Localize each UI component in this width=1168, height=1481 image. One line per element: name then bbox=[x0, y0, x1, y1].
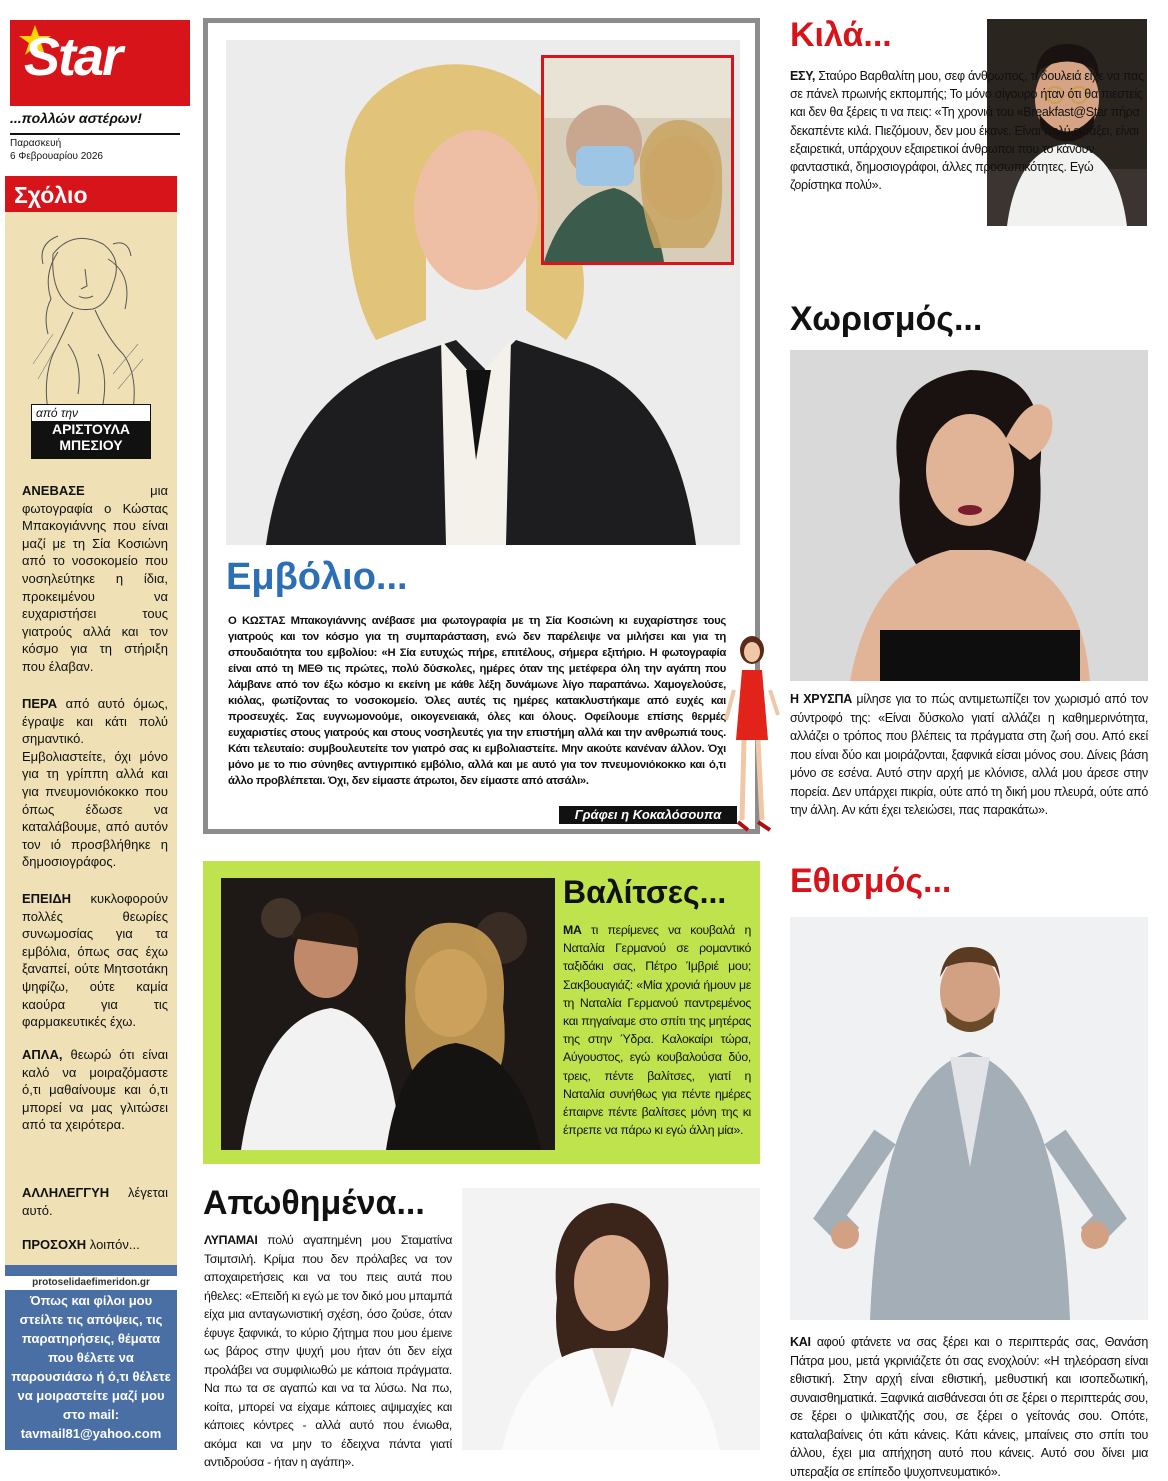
column-paragraph: ΠΡΟΣΟΧΗ λοιπόν... bbox=[22, 1237, 140, 1252]
issue-date bbox=[10, 133, 180, 163]
column-paragraph: ΠΕΡΑ από αυτό όμως, έγραψε και κάτι πολύ σημαντικό. Εμβολιαστείτε, όχι μόνο για τη γρίππη αλλά και για πνευμονιόκοκκο που όπως έδωσε να καταλάβουμε, από αυτόν τον ιό προσβλήθηκε η δημοσιογράφος. bbox=[22, 696, 168, 870]
kila-body: ΕΣΥ, Σταύρο Βαρθαλίτη μου, σεφ άνθρωπος, τι δουλειά είχε να πας σε πάνελ πρωινής εκπομπής; Το μόνο σίγουρο ήταν ότι θα πιεστείς και δεν θα ξέρεις τι να πεις: «Τη χρονιά του «Breakfast@Star πήρα δεκαπέντε κιλά. Πιεζόμουν, δεν μου έκανε. Είναι πολύ εντάξει, είναι εξαιρετικά, υπάρχουν εξαιρετικοί άνθρωποι που το κάνουν φανταστικά, δημοσιογράφοι, άλλες προσωπικότητες. Εγώ ζορίστηκα πολύ». bbox=[790, 69, 1144, 193]
apothimena-title: Απωθημένα... bbox=[203, 1184, 425, 1222]
slogan: ...πολλών αστέρων! bbox=[10, 110, 142, 126]
apothimena-body: ΛΥΠΑΜΑΙ πολύ αγαπημένη μου Σταματίνα Τσιμτσιλή. Κρίμα που δεν πρόλαβες να τον αποχαιρετήσεις και να του πεις αυτά που ήθελες: «Επειδή κι εγώ με τον δικό μου μπαμπά είχα μια ανταγωνιστική σχέση, όσο ζούσε, όταν έφυγε ξαφνικά, το κύριο ζήτημα που μου έμεινε ως βάρος στην ψυχή μου ήταν ότι δεν είχα προλάβει να συμφιλιωθώ με κάποια πράγματα. Να πω τα σε αγαπώ και να τα λύσω. Να πω, κοίτα, μπορεί να είχαμε κάποιες αψιμαχίες και κάποιες κόντρες - αλλά αυτό που ένιωθα, ακόμα και να μην το έδειχνα πάντα γιατί αντιδρούσα - ήταν η αγάπη». bbox=[204, 1233, 452, 1469]
xorismos-title: Χωρισμός... bbox=[790, 300, 983, 338]
contact-box bbox=[5, 1265, 177, 1450]
ethismos-body: ΚΑΙ αφού φτάνετε να σας ξέρει και ο περιπτεράς σας, Θανάση Πάτρα μου, μετά γκρινιάζετε ότι σας ενοχλούν: «Η τηλεόραση είναι εθιστική. Στην αρχή είναι εθιστική, μεθυστική και ισοπεδωτική, συναισθηματικά. Ξαφνικά αισθάνεσαι ότι σε ξέρει ο περιπτεράς σου, σε ξέρει ο ψιλικατζής σου, σε ξέρει ο γείτονάς σου. Οπότε, καταλαβαίνεις ότι κάτι κάνεις. Κάτι κάνεις, μπαίνεις στο σπίτι του άλλου, έχει μια απήχηση αυτό που κάνεις. Αυτό σου δίνει μια υπεραξία σε επίπεδο ψυχοπνευματικό». bbox=[790, 1335, 1148, 1479]
star-logo bbox=[10, 20, 190, 106]
column-paragraph: ΕΠΕΙΔΗ κυκλοφορούν πολλές θεωρίες συνωμοσίας για τα εμβόλια, όπως σας έχω ξαναπεί, ούτε Μητσοτάκη ψηφίζω, ούτε καμία καούρα για τις φαρμακευτικές έχω. bbox=[22, 891, 168, 1030]
valitses-title: Βαλίτσες... bbox=[563, 874, 727, 910]
singer-photo bbox=[790, 350, 1148, 681]
article-body: Ο ΚΩΣΤΑΣ Μπακογιάννης ανέβασε μια φωτογραφία με τη Σία Κοσιώνη κι ευχαρίστησε τους γιατρούς και τον κόσμο για τη συμπαράσταση, ενώ δεν παρέλειψε να μιλήσει και για τη σπουδαιότητα του εμβολίου: «Η Σία ευτυχώς πήρε, επιτέλους, σήμερα εξιτήριο. Η φωτογραφία είναι από τη ΜΕΘ τις πρώτες, πολύ δύσκολες, ημέρες όταν της μετέφερα όλη την αγάπη που λάμβανε από τον έξω κόσμο κι εκείνη με κάθε λέξη δυνάμωνε λίγο παραπάνω. Χαμογελούσε, κιόλας, φωτίζοντας το νοσοκομείο. Όλες αυτές τις ημέρες κατακλυστήκαμε από ευχές και προσευχές. Σας ευγνωμονούμε, οικογενειακά, όλες και όλους. Οφείλουμε επίσης θερμές ευχαριστίες στους γιατρούς και στους νοσηλευτές για την επιστήμη αλλά και την ανθρωπιά τους. Κάτι τελευταίο: συμβουλευτείτε τον γιατρό σας κι εμβολιαστείτε. Μην ακούτε κανέναν άλλον. Όχι μόνο με το πιο σύνηθες αντιγριπικό εμβόλιο, αλλά και με αυτό για τον πνευμονιόκοκκο και ό,τι άλλο προβλέπεται. Όχι, δεν είμαστε άτρωτοι, δεν είμαστε από ατσάλι». bbox=[228, 615, 726, 787]
byline-name: ΑΡΙΣΤΟΥΛΑ ΜΠΕΣΙΟΥ bbox=[51, 421, 131, 453]
ethismos-title: Εθισμός... bbox=[790, 862, 952, 900]
actor-photo bbox=[790, 917, 1148, 1320]
column-paragraph: ΑΝΕΒΑΣΕ μια φωτογραφία ο Κώστας Μπακογιάννης που είναι μαζί με τη Σία Κοσιώνη από το νοσοκομείο που νοσηλεύτηκε η ίδια, προκειμένου να ευχαριστήσει τους γιατρούς αλλά και τον κόσμο για τη στήριξη που έλαβαν. bbox=[22, 483, 168, 674]
column-paragraph: ΑΠΛΑ, θεωρώ ότι είναι καλό να μοιραζόμαστε ό,τι μαθαίνουμε και ό,τι μπορεί να μας γλιτώσει από τα χειρότερα. bbox=[22, 1047, 168, 1133]
byline-prefix: από την bbox=[32, 405, 150, 421]
author-signature: Γράφει η Κοκαλόσουπα bbox=[559, 806, 737, 824]
valitses-body: ΜΑ τι περίμενες να κουβαλά η Ναταλία Γερμανού σε ρομαντικό ταξιδάκι σας, Πέτρο Ίμβριέ μου; Σακβουαγιάζ: «Μία χρονιά ήμουν με τη Ναταλία Γερμανού παντρεμένος και πηγαίναμε στο σπίτι της μητέρας της στην Ύδρα. Καλοκαίρι τώρα, Αύγουστος, εγώ κουβαλούσα δύο, τρεις, πέντε βαλίτσες, γιατί η Ναταλία συνήθως για πέντε ημέρες έπαιρνε πέντε βαλίτσες μόνη της κι έπρεπε να πάρω κι εγώ άλλη μία». bbox=[563, 923, 751, 1138]
columnist-sketch bbox=[13, 214, 167, 410]
hospital-selfie-photo bbox=[541, 55, 734, 265]
column-paragraph: ΑΛΛΗΛΕΓΓΥΗ λέγεται αυτό. bbox=[22, 1185, 168, 1218]
watermark: protoselidaefimeridon.gr bbox=[5, 1276, 177, 1290]
issue-day: Παρασκευή bbox=[10, 138, 62, 149]
xorismos-body: Η ΧΡΥΣΠΑ μίλησε για το πώς αντιμετωπίζει τον χωρισμό από τον σύντροφό της: «Είναι δύσκολο γιατί αλλάζει η καθημερινότητα, αλλάζει ο τρόπος που βλέπεις τα πράγματα στη ζωή σου. Από εκεί που είναι δύο και μοιράζονται, ξαφνικά είσαι μόνος σου. Δίνεις βάση μόνο σε εσένα. Αυτό στην αρχή με κλόνισε, αλλά μου άρεσε στην πορεία. Δεν υπάρχει πικρία, ούτε από τη δική μου πλευρά, ούτε από την άλλη. Αν κάτι έχει τελειώσει, πας παρακάτω». bbox=[790, 692, 1148, 817]
issue-date-text: 6 Φεβρουαρίου 2026 bbox=[10, 151, 103, 162]
logo-text: Star bbox=[24, 27, 122, 87]
kila-title: Κιλά... bbox=[790, 16, 892, 54]
couple-party-photo bbox=[221, 878, 555, 1150]
section-header: Σχόλιο bbox=[5, 176, 177, 212]
contact-text: Όπως και φίλοι μου στείλτε τις απόψεις, τις παρατηρήσεις, θέματα που θέλετε να παρουσιάσω ή ό,τι θέλετε να μοιραστείτε μαζί μου στο mail: tavmail81@yahoo.com bbox=[11, 1293, 171, 1441]
presenter-photo bbox=[462, 1188, 760, 1450]
byline bbox=[31, 404, 151, 459]
article-title: Εμβόλιο... bbox=[226, 556, 408, 598]
